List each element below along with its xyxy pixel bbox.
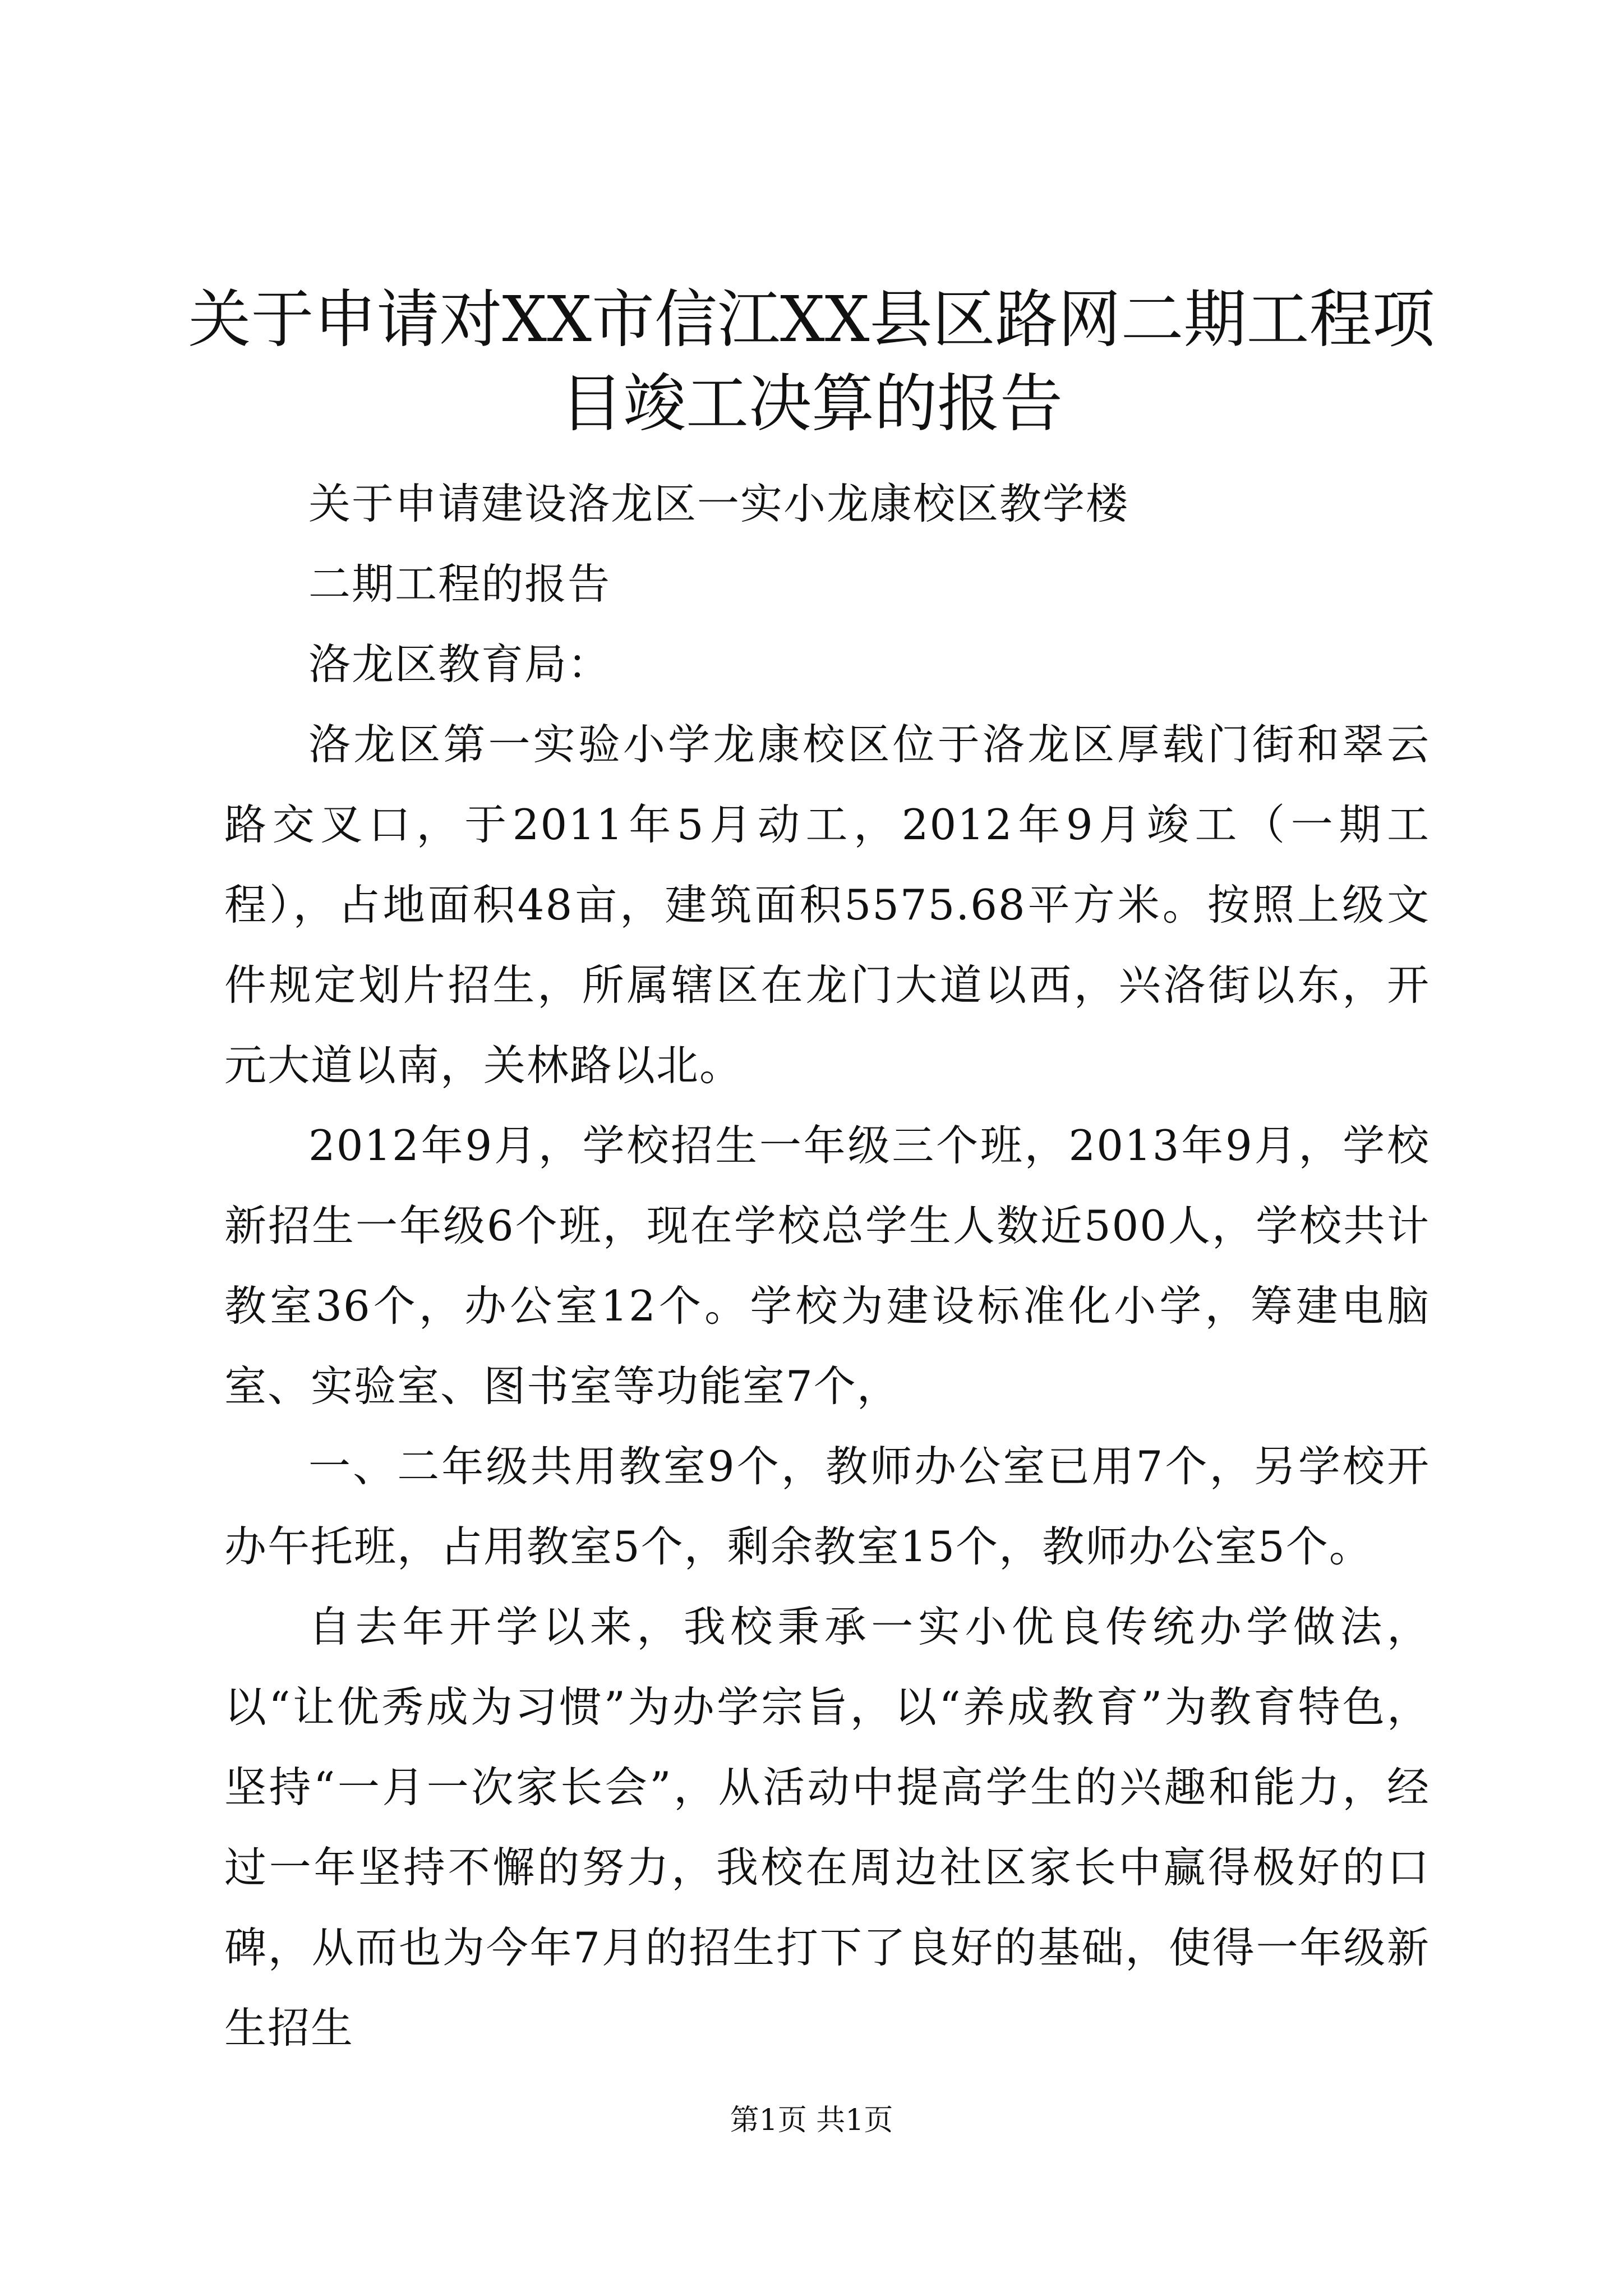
document-title: 关于申请对XX市信江XX县区路网二期工程项目竣工决算的报告 xyxy=(188,283,1435,440)
paragraph-recipient: 洛龙区教育局： xyxy=(308,639,611,689)
paragraph-subject-line2: 二期工程的报告 xyxy=(308,559,611,609)
paragraph-subject-line1: 关于申请建设洛龙区一实小龙康校区教学楼 xyxy=(308,479,1129,528)
paragraph-classroom-usage: 一、二年级共用教室9个，教师办公室已用7个，另学校开办午托班，占用教室5个，剩余教室15个，教师办公室5个。 xyxy=(224,1442,1430,1571)
page-number-footer: 第1页 共1页 xyxy=(730,2104,893,2137)
document-body xyxy=(224,464,1430,2068)
paragraph-achievements: 自去年开学以来，我校秉承一实小优良传统办学做法，以“让优秀成为习惯”为办学宗旨，以“养成教育”为教育特色，坚持“一月一次家长会”，从活动中提高学生的兴趣和能力，经过一年坚持不懈的努力，我校在周边社区家长中赢得极好的口碑，从而也为今年7月的招生打下了良好的基础，使得一年级新生招生 xyxy=(224,1602,1430,2053)
paragraph-school-location: 洛龙区第一实验小学龙康校区位于洛龙区厚载门街和翠云路交叉口，于2011年5月动工，2012年9月竣工（一期工程），占地面积48亩，建筑面积5575.68平方米。按照上级文件规定划片招生，所属辖区在龙门大道以西，兴洛街以东，开元大道以南，关林路以北。 xyxy=(224,720,1430,1090)
paragraph-enrollment: 2012年9月，学校招生一年级三个班，2013年9月，学校新招生一年级6个班，现在学校总学生人数近500人，学校共计教室36个，办公室12个。学校为建设标准化小学，筹建电脑室、实验室、图书室等功能室7个， xyxy=(224,1121,1430,1411)
